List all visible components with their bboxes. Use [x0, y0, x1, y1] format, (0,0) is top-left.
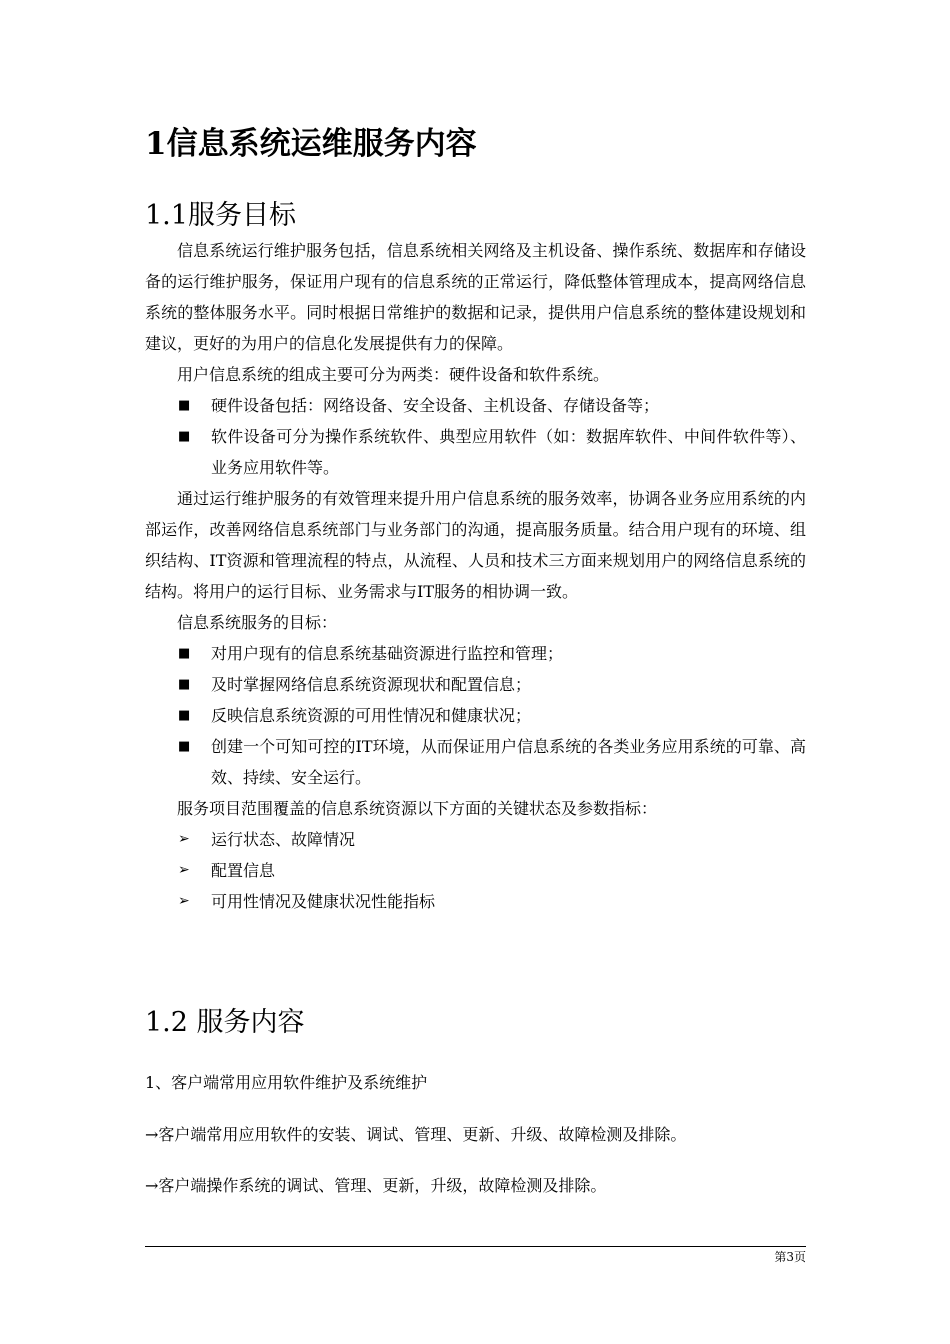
section-heading-service-content: 1.2 服务内容	[145, 1007, 305, 1038]
key-indicators-list	[145, 824, 806, 917]
paragraph: 信息系统运行维护服务包括，信息系统相关网络及主机设备、操作系统、数据库和存储设备的运行维护服务，保证用户现有的信息系统的正常运行，降低整体管理成本，提高网络信息系统的整体服务水平。同时根据日常维护的数据和记录，提供用户信息系统的整体建设规划和建议，更好的为用户的信息化发展提供有力的保障。	[145, 241, 806, 353]
list-item: ■ 软件设备可分为操作系统软件、典型应用软件（如：数据库软件、中间件软件等）、业务应用软件等。	[145, 421, 806, 483]
list-item: ■ 硬件设备包括：网络设备、安全设备、主机设备、存储设备等；	[145, 390, 806, 421]
hardware-software-list	[145, 390, 806, 483]
service-item-detail: →客户端操作系统的调试、管理、更新，升级，故障检测及排除。	[145, 1176, 607, 1195]
footer-divider	[145, 1246, 806, 1247]
square-bullet-icon: ■	[178, 739, 191, 754]
paragraph: 信息系统服务的目标：	[177, 613, 338, 632]
arrow-bullet-icon: ➢	[178, 862, 190, 878]
service-goals-list	[145, 638, 806, 793]
section-heading-service-goals: 1.1服务目标	[145, 200, 296, 231]
arrow-bullet-icon: ➢	[178, 893, 190, 909]
chapter-heading: 1信息系统运维服务内容	[145, 126, 477, 162]
list-item: ■ 对用户现有的信息系统基础资源进行监控和管理；	[145, 638, 806, 669]
paragraph: 服务项目范围覆盖的信息系统资源以下方面的关键状态及参数指标：	[177, 799, 658, 818]
list-item: ■ 创建一个可知可控的IT环境，从而保证用户信息系统的各类业务应用系统的可靠、高效、持续、安全运行。	[145, 731, 806, 793]
list-item: ➢ 可用性情况及健康状况性能指标	[145, 886, 806, 917]
service-item-detail: →客户端常用应用软件的安装、调试、管理、更新、升级、故障检测及排除。	[145, 1125, 687, 1144]
arrow-bullet-icon: ➢	[178, 831, 190, 847]
square-bullet-icon: ■	[178, 708, 191, 723]
square-bullet-icon: ■	[178, 429, 191, 444]
list-item: ➢ 配置信息	[145, 855, 806, 886]
list-item: ➢ 运行状态、故障情况	[145, 824, 806, 855]
square-bullet-icon: ■	[178, 398, 191, 413]
list-item: ■ 反映信息系统资源的可用性情况和健康状况；	[145, 700, 806, 731]
square-bullet-icon: ■	[178, 677, 191, 692]
page-number: 第3页	[774, 1250, 806, 1264]
section-body-service-goals	[145, 235, 806, 917]
list-item: ■ 及时掌握网络信息系统资源现状和配置信息；	[145, 669, 806, 700]
paragraph: 用户信息系统的组成主要可分为两类：硬件设备和软件系统。	[177, 365, 610, 384]
paragraph: 通过运行维护服务的有效管理来提升用户信息系统的服务效率，协调各业务应用系统的内部运作，改善网络信息系统部门与业务部门的沟通，提高服务质量。结合用户现有的环境、组织结构、IT资源和管理流程的特点，从流程、人员和技术三方面来规划用户的网络信息系统的结构。将用户的运行目标、业务需求与IT服务的相协调一致。	[145, 489, 806, 601]
service-item-heading: 1、客户端常用应用软件维护及系统维护	[145, 1073, 428, 1092]
square-bullet-icon: ■	[178, 646, 191, 661]
